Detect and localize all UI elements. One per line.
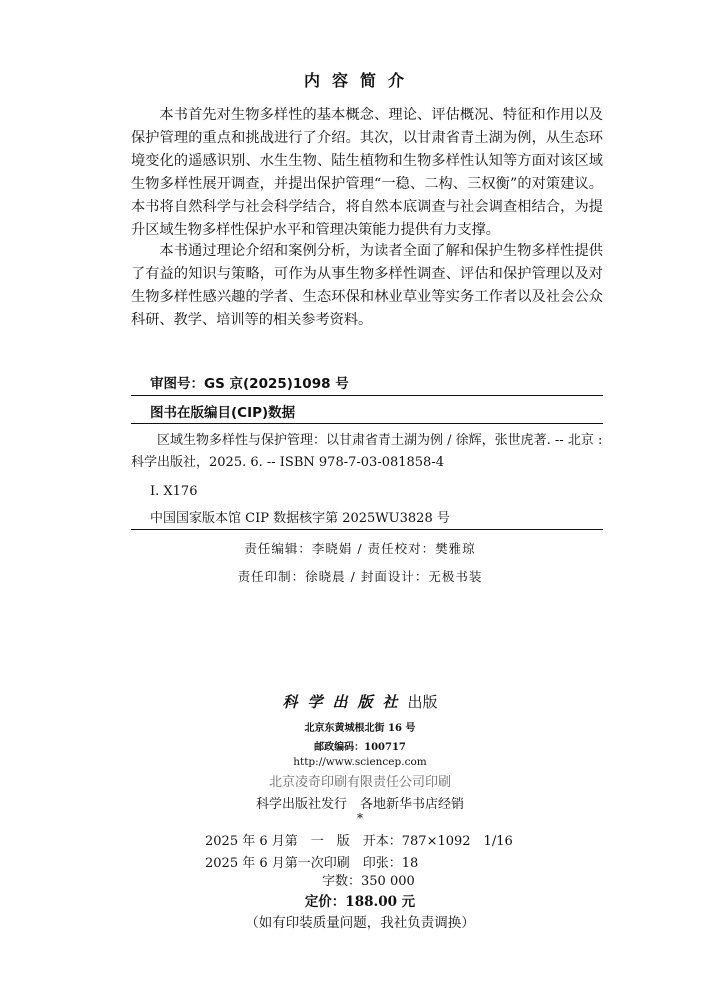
divider-line	[131, 529, 603, 530]
publisher-website: http://www.sciencep.com	[293, 756, 427, 768]
cip-classification: Ⅰ. X176	[150, 484, 198, 499]
publisher-postcode: 邮政编码：100717	[314, 742, 406, 753]
staff-production: 责任印制：徐晓晨 / 封面设计：无极书装	[237, 569, 483, 584]
publisher-suffix: 出版	[407, 693, 438, 711]
printing-line: 2025 年 6 月第一次印刷 印张：18	[205, 856, 419, 871]
summary-paragraph-2: 本书通过理论介绍和案例分析，为读者全面了解和保护生物多样性提供了有益的知识与策略，可作为从事生物多样性调查、评估和保护管理以及对生物多样性感兴趣的学者、生态环保和林业草业等实务工作者以及社会公众科研、教学、培训等的相关参考资料。	[131, 243, 603, 328]
publisher-address: 北京东黄城根北街 16 号	[304, 723, 416, 734]
summary-title: 内容简介	[303, 71, 416, 90]
price: 定价：188.00 元	[304, 894, 416, 910]
divider-line	[131, 395, 603, 396]
cip-entry: 区域生物多样性与保护管理：以甘肃省青土湖为例 / 徐辉，张世虎著. -- 北京 : 科学出版社，2025. 6. -- ISBN 978-7-03-081858-4	[131, 433, 603, 470]
distribution-line: 科学出版社发行 各地新华书店经销	[255, 797, 464, 812]
separator-star: *	[357, 811, 363, 825]
printer-line: 北京凌奇印刷有限责任公司印刷	[268, 775, 451, 790]
cip-heading: 图书在版编目(CIP)数据	[150, 405, 296, 421]
map-approval-number: 审图号：GS 京(2025)1098 号	[150, 376, 349, 392]
edition-line: 2025 年 6 月第 一 版 开本：787×1092 1/16	[205, 834, 513, 849]
summary-paragraph-1: 本书首先对生物多样性的基本概念、理论、评估概况、特征和作用以及保护管理的重点和挑战进行了介绍。其次，以甘肃省青土湖为例，从生态环境变化的遥感识别、水生生物、陆生植物和生物多样性认知等方面对该区域生物多样性展开调查，并提出保护管理“一稳、二构、三权衡”的对策建议。本书将自然科学与社会科学结合，将自然本底调查与社会调查相结合，为提升区域生物多样性保护水平和管理决策能力提供有力支撑。	[131, 107, 603, 238]
staff-editors: 责任编辑：李晓娟 / 责任校对：樊雅琼	[244, 541, 476, 556]
quality-notice: （如有印装质量问题，我社负责调换）	[245, 915, 475, 931]
publisher-name: 科学出版社	[282, 693, 408, 711]
publisher-line	[0, 691, 720, 712]
cip-data-number: 中国国家版本馆 CIP 数据核字第 2025WU3828 号	[150, 511, 450, 526]
divider-line	[131, 423, 603, 424]
word-count-line: 字数：350 000	[205, 874, 415, 889]
